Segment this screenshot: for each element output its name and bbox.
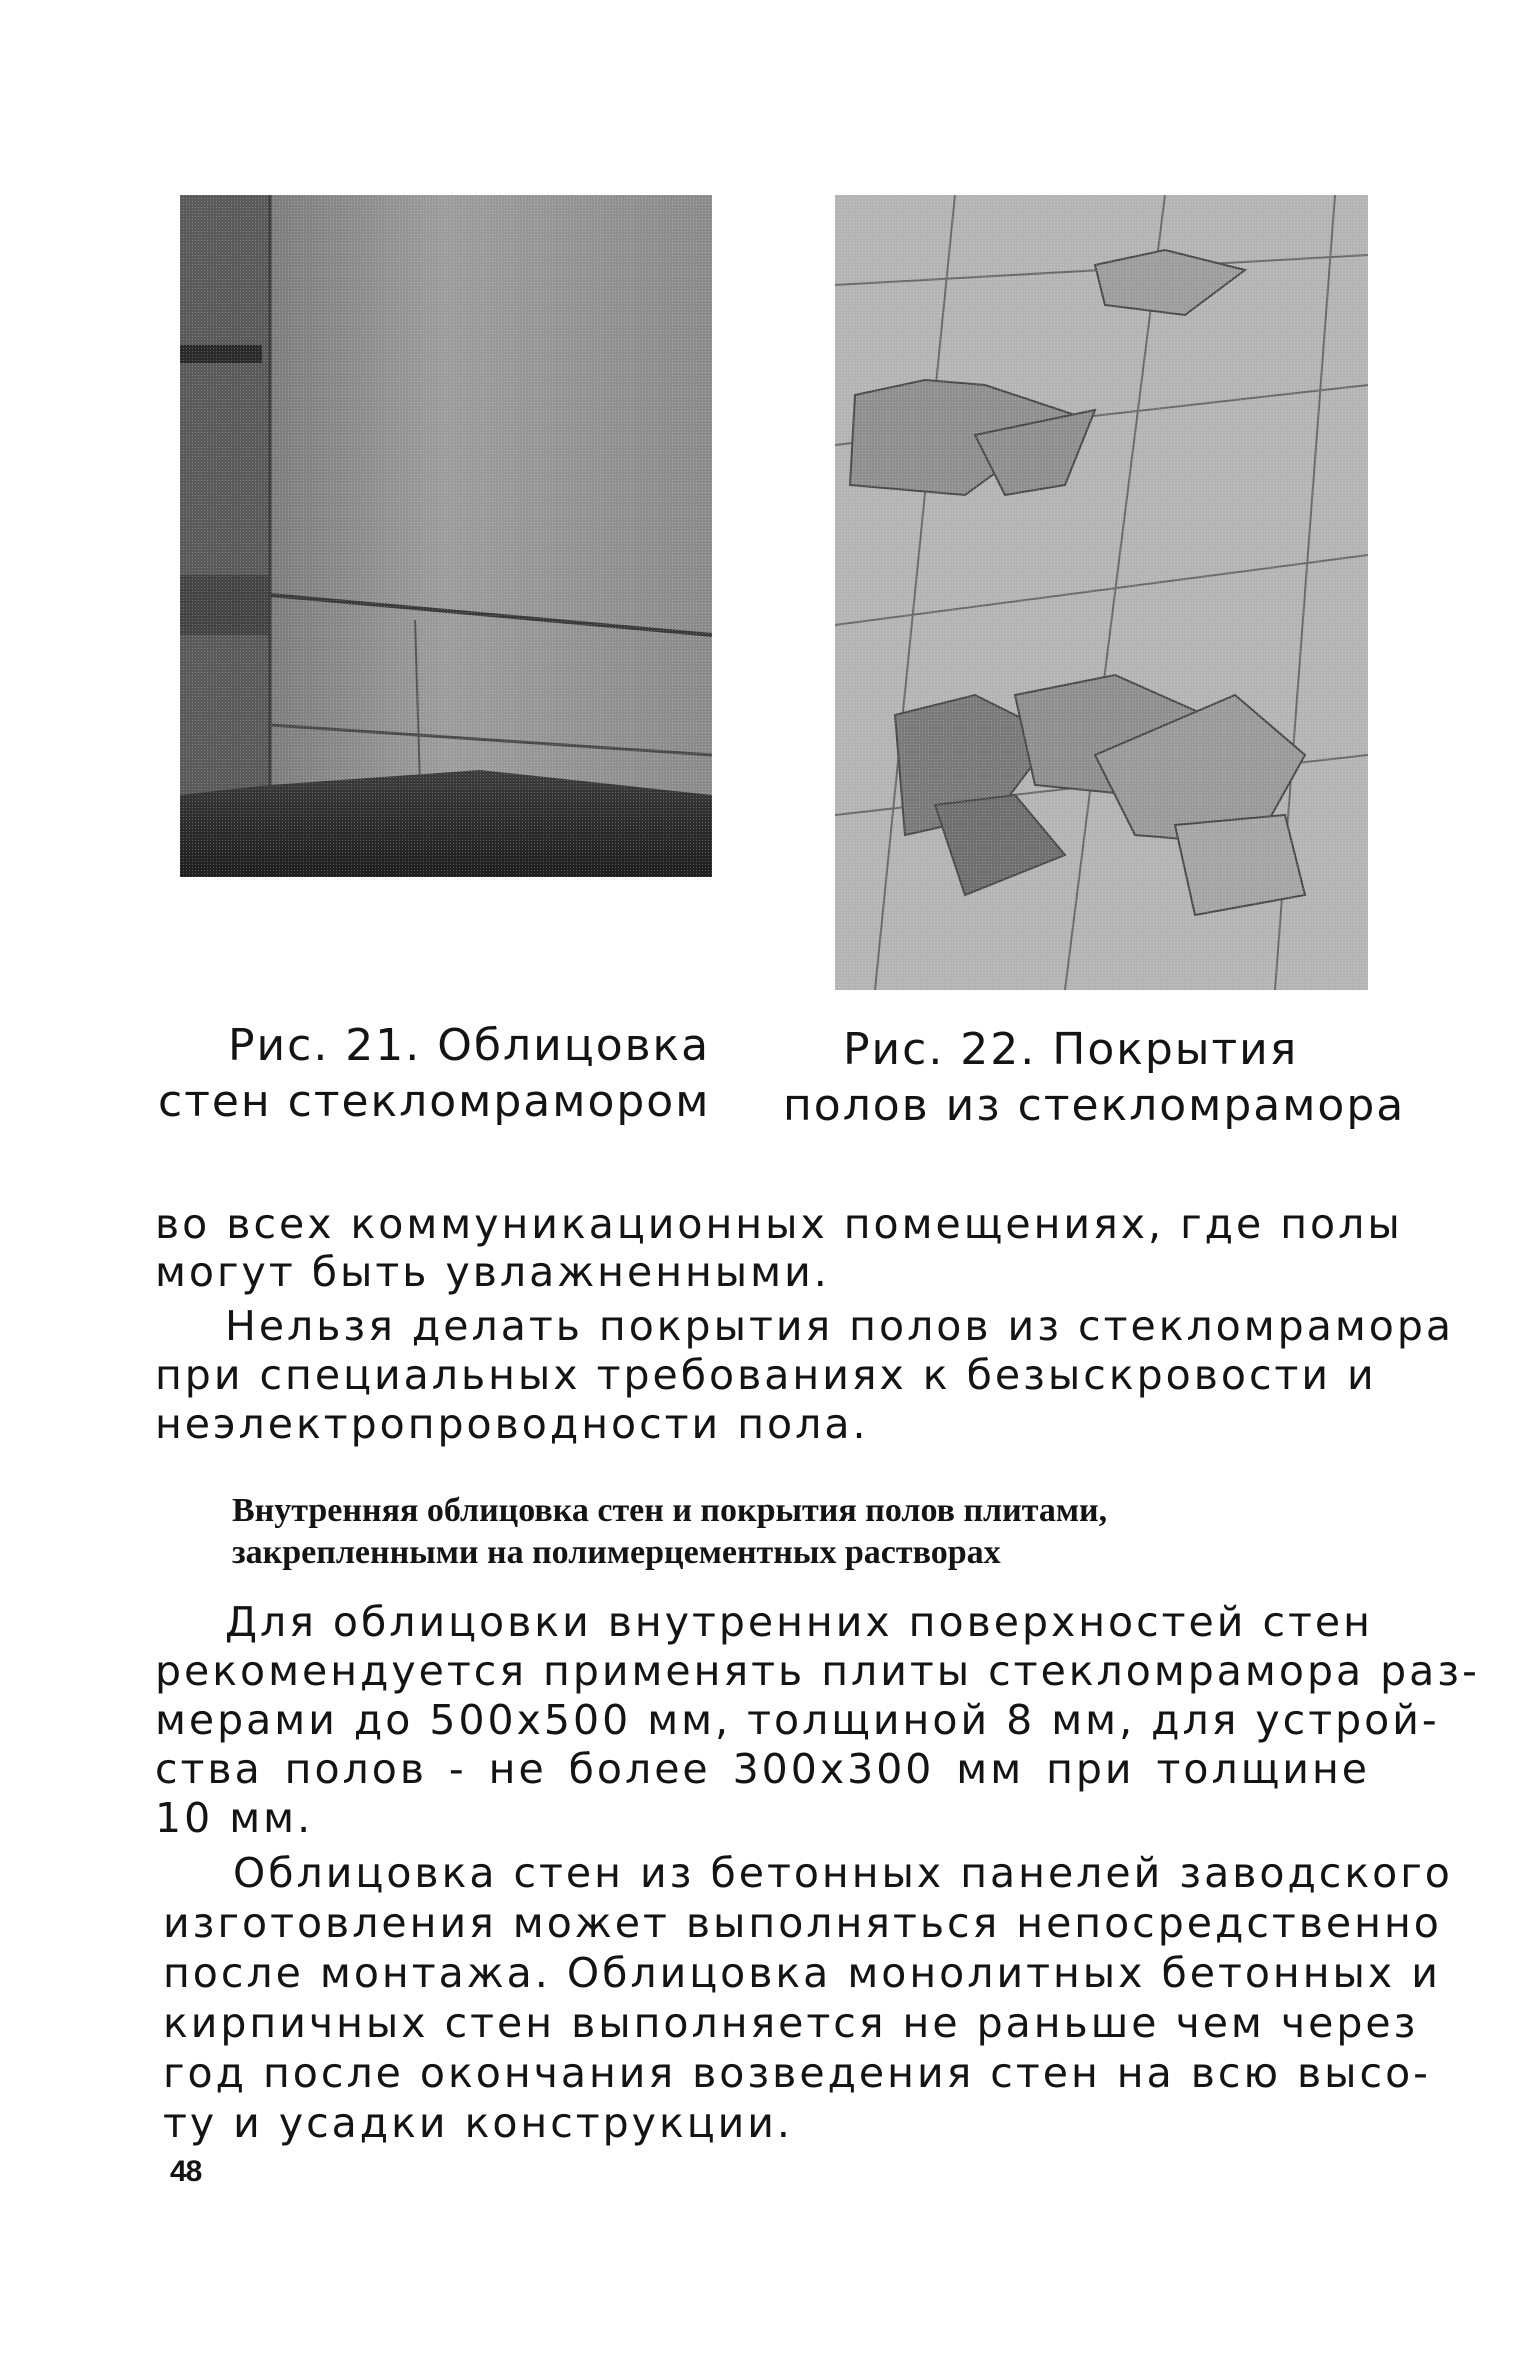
figure-21-caption-line2: стен стекломрамором <box>158 1076 711 1127</box>
paragraph-line: после монтажа. Облицовка монолитных бетонных и <box>163 1949 1441 1997</box>
paragraph-line: год после окончания возведения стен на всю высо- <box>163 2049 1431 2097</box>
page-number: 48 <box>170 2155 202 2188</box>
paragraph-4 <box>163 1848 1453 2148</box>
section-heading <box>232 1490 1370 1574</box>
figure-22-caption-line2: полов из стекломрамора <box>783 1080 1406 1131</box>
figure-21-caption-line1: Рис. 21. Облицовка <box>228 1020 711 1071</box>
paragraph-2 <box>155 1302 1454 1449</box>
paragraph-line: 10 мм. <box>155 1794 314 1842</box>
paragraph-line: Облицовка стен из бетонных панелей заводского <box>233 1849 1453 1897</box>
paragraph-line: неэлектропроводности пола. <box>155 1400 869 1448</box>
paragraph-line: мерами до 500х500 мм, толщиной 8 мм, для устрой- <box>155 1696 1440 1744</box>
paragraph-line: Для облицовки внутренних поверхностей стен <box>225 1598 1373 1646</box>
paragraph-line: рекомендуется применять плиты стекломрамора раз- <box>155 1647 1480 1695</box>
paragraph-line: во всех коммуникационных помещениях, где полы <box>155 1200 1403 1248</box>
paragraph-3 <box>155 1598 1480 1843</box>
paragraph-line: ту и усадки конструкции. <box>163 2099 793 2147</box>
paragraph-line: ства полов - не более 300х300 мм при толщине <box>155 1745 1370 1793</box>
paragraph-line: кирпичных стен выполняется не раньше чем через <box>163 1999 1419 2047</box>
figure-21-caption <box>158 1018 778 1130</box>
figure-22-photo <box>835 195 1368 990</box>
paragraph-line: изготовления может выполняться непосредственно <box>163 1899 1442 1947</box>
paragraph-1 <box>155 1200 1403 1296</box>
paragraph-line: могут быть увлажненными. <box>155 1248 830 1296</box>
figure-22-caption <box>783 1022 1406 1134</box>
figure-22-caption-line1: Рис. 22. Покрытия <box>843 1024 1299 1075</box>
figure-21-photo <box>180 195 712 877</box>
heading-line: Внутренняя облицовка стен и покрытия полов плитами, <box>232 1492 1108 1529</box>
paragraph-line: при специальных требованиях к безыскровости и <box>155 1351 1377 1399</box>
paragraph-line: Нельзя делать покрытия полов из стекломрамора <box>225 1302 1454 1350</box>
heading-line: закрепленными на полимерцементных растворах <box>232 1534 1001 1571</box>
